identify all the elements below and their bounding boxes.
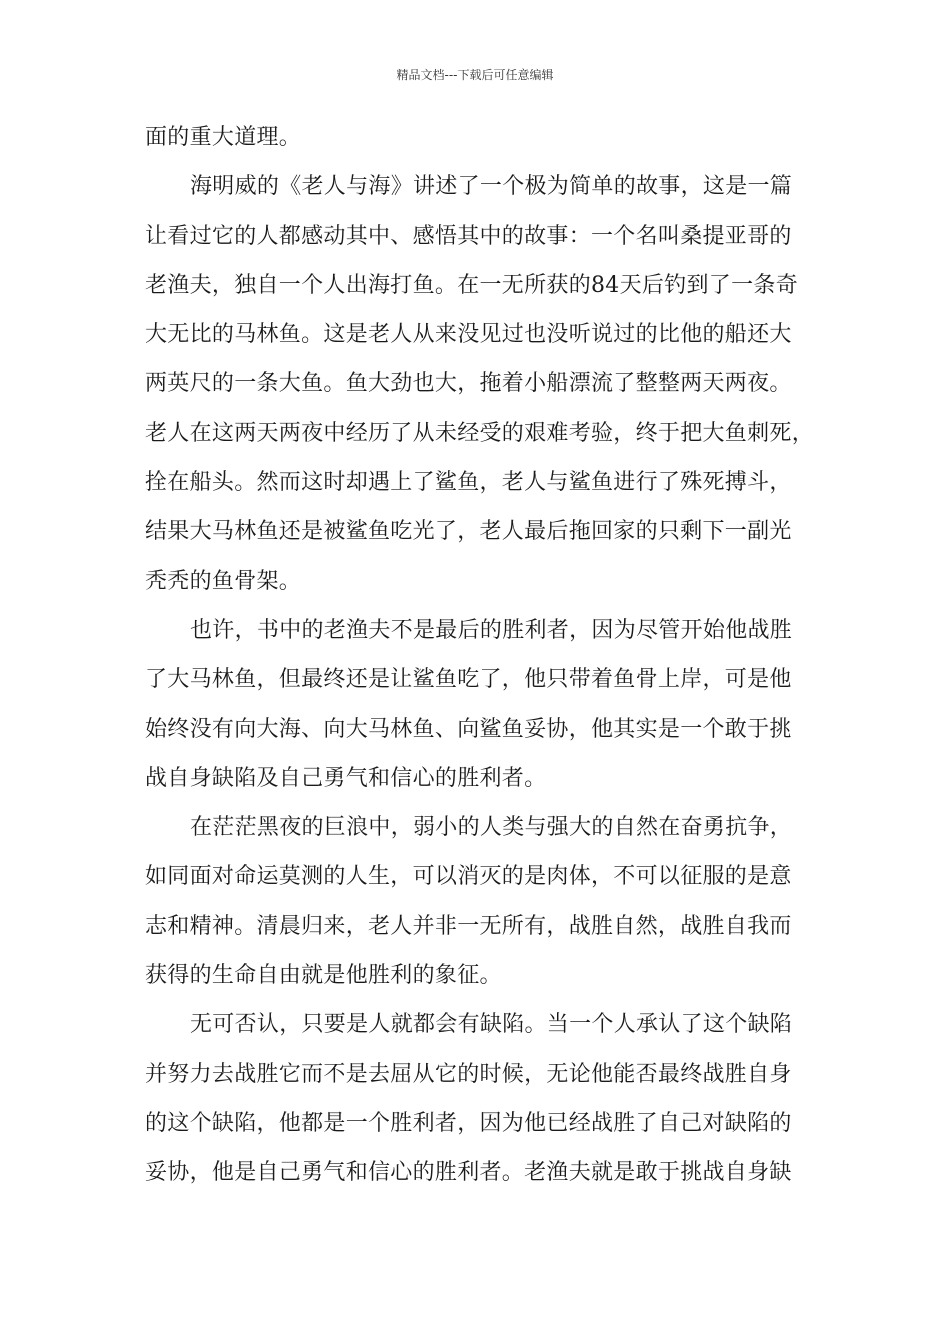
text-line: 结果大马林鱼还是被鲨鱼吃光了，老人最后拖回家的只剩下一副光 xyxy=(145,519,792,545)
text-line: 面的重大道理。 xyxy=(145,125,302,150)
text-line: 大无比的马林鱼。这是老人从来没见过也没听说过的比他的船还大 xyxy=(145,322,792,348)
text-line: 志和精神。清晨归来，老人并非一无所有，战胜自然，战胜自我而 xyxy=(145,913,792,939)
text-line: 并努力去战胜它而不是去屈从它的时候，无论他能否最终战胜自身 xyxy=(145,1061,792,1087)
page-header: 精品文档---下载后可任意编辑 xyxy=(396,68,554,82)
text-line: 战自身缺陷及自己勇气和信心的胜利者。 xyxy=(145,765,547,791)
text-line: 始终没有向大海、向大马林鱼、向鲨鱼妥协，他其实是一个敢于挑 xyxy=(145,716,792,742)
document-body xyxy=(145,126,817,1211)
text-line: 妥协，他是自己勇气和信心的胜利者。老渔夫就是敢于挑战自身缺 xyxy=(145,1160,792,1186)
text-line: 拴在船头。然而这时却遇上了鲨鱼，老人与鲨鱼进行了殊死搏斗， xyxy=(145,470,792,496)
text-line: 了大马林鱼，但最终还是让鲨鱼吃了，他只带着鱼骨上岸，可是他 xyxy=(145,667,792,693)
text-line: 海明威的《老人与海》讲述了一个极为简单的故事，这是一篇 xyxy=(190,174,793,200)
text-line: 如同面对命运莫测的人生，可以消灭的是肉体，不可以征服的是意 xyxy=(145,864,792,890)
text-line: 无可否认，只要是人就都会有缺陷。当一个人承认了这个缺陷 xyxy=(190,1012,793,1038)
text-line: 老人在这两天两夜中经历了从未经受的艰难考验，终于把大鱼刺死， xyxy=(145,420,815,446)
text-line: 也许，书中的老渔夫不是最后的胜利者，因为尽管开始他战胜 xyxy=(190,617,793,643)
text-line: 获得的生命自由就是他胜利的象征。 xyxy=(145,963,502,989)
text-line: 两英尺的一条大鱼。鱼大劲也大，拖着小船漂流了整整两天两夜。 xyxy=(145,371,792,397)
text-line: 秃秃的鱼骨架。 xyxy=(145,568,302,594)
text-line: 老渔夫，独自一个人出海打鱼。在一无所获的84天后钓到了一条奇 xyxy=(145,272,798,298)
text-line: 在茫茫黑夜的巨浪中，弱小的人类与强大的自然在奋勇抗争， xyxy=(190,815,793,841)
text-line: 的这个缺陷，他都是一个胜利者，因为他已经战胜了自己对缺陷的 xyxy=(145,1110,792,1136)
text-line: 让看过它的人都感动其中、感悟其中的故事：一个名叫桑提亚哥的 xyxy=(145,223,792,249)
